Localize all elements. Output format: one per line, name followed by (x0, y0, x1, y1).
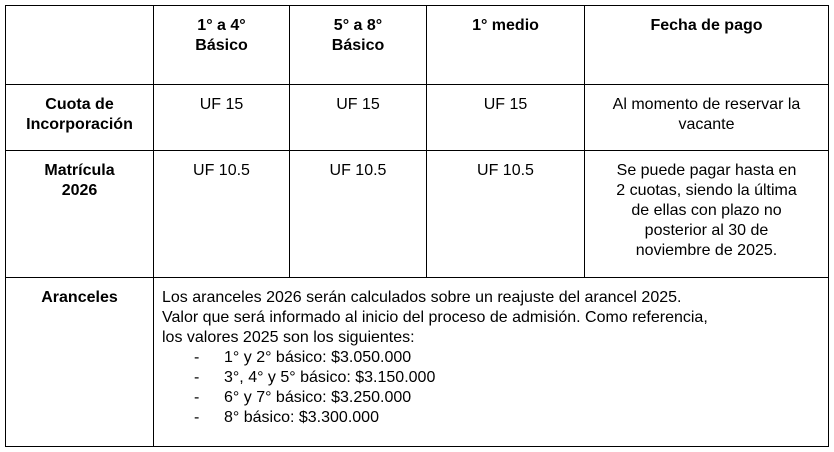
aranceles-description: Los aranceles 2026 serán calculados sobre un reajuste del arancel 2025. Valor que será informado al inicio del proceso de admisión. Como referencia, los valores 2025 son los siguientes: (162, 289, 708, 346)
header-label-fecha-de-pago: Fecha de pago (650, 17, 763, 34)
table-row-matricula-2026 (6, 151, 829, 278)
row-label-matricula-2026: Matrícula 2026 (44, 162, 115, 199)
list-item (194, 408, 820, 428)
value-cell (154, 151, 290, 278)
price-item-6-7-basico: 6° y 7° básico: $3.250.000 (224, 389, 412, 406)
row-label-aranceles: Aranceles (41, 289, 118, 306)
matricula-payment-terms: Se puede pagar hasta en 2 cuotas, siendo la última de ellas con plazo no posterior al 30 de noviembre de 2025. (616, 162, 797, 259)
header-cell-1-medio (427, 6, 585, 85)
matricula-5-8-basico-value: UF 10.5 (329, 162, 387, 179)
matricula-1-medio-value: UF 10.5 (477, 162, 534, 179)
row-label-cell (6, 85, 154, 151)
list-item (194, 388, 820, 408)
table-row-aranceles (6, 278, 829, 447)
price-item-8-basico: 8° básico: $3.300.000 (224, 409, 379, 426)
value-cell (154, 85, 290, 151)
corner-cell (6, 6, 154, 85)
header-label-1-4-basico: 1° a 4° Básico (195, 17, 248, 54)
cuota-1-4-basico-value: UF 15 (199, 96, 244, 113)
header-cell-fecha-de-pago (585, 6, 829, 85)
fees-table-container (5, 5, 828, 447)
price-item-1-2-basico: 1° y 2° básico: $3.050.000 (224, 349, 412, 366)
cuota-1-medio-value: UF 15 (483, 96, 528, 113)
aranceles-description-cell (154, 278, 829, 447)
cuota-5-8-basico-value: UF 15 (336, 96, 380, 113)
header-row (6, 6, 829, 85)
header-label-5-8-basico: 5° a 8° Básico (331, 17, 385, 54)
table-row-cuota-incorporacion (6, 85, 829, 151)
value-cell (290, 151, 427, 278)
header-label-1-medio: 1° medio (472, 17, 539, 34)
dash-bullet: - (194, 369, 200, 386)
dash-bullet: - (194, 409, 200, 426)
value-cell (290, 85, 427, 151)
aranceles-price-list (162, 348, 820, 428)
dash-bullet: - (194, 389, 200, 406)
price-item-3-4-5-basico: 3°, 4° y 5° básico: $3.150.000 (224, 369, 436, 386)
header-cell-1-4-basico (154, 6, 290, 85)
payment-cell (585, 85, 829, 151)
row-label-cell (6, 151, 154, 278)
header-cell-5-8-basico (290, 6, 427, 85)
row-label-cuota-incorporacion: Cuota de Incorporación (26, 96, 133, 133)
list-item (194, 348, 820, 368)
aranceles-body (154, 278, 828, 428)
value-cell (427, 85, 585, 151)
list-item (194, 368, 820, 388)
dash-bullet: - (194, 349, 200, 366)
matricula-1-4-basico-value: UF 10.5 (193, 162, 250, 179)
fees-table (5, 5, 829, 447)
payment-cell (585, 151, 829, 278)
row-label-cell (6, 278, 154, 447)
cuota-payment-timing: Al momento de reservar la vacante (612, 96, 801, 133)
value-cell (427, 151, 585, 278)
